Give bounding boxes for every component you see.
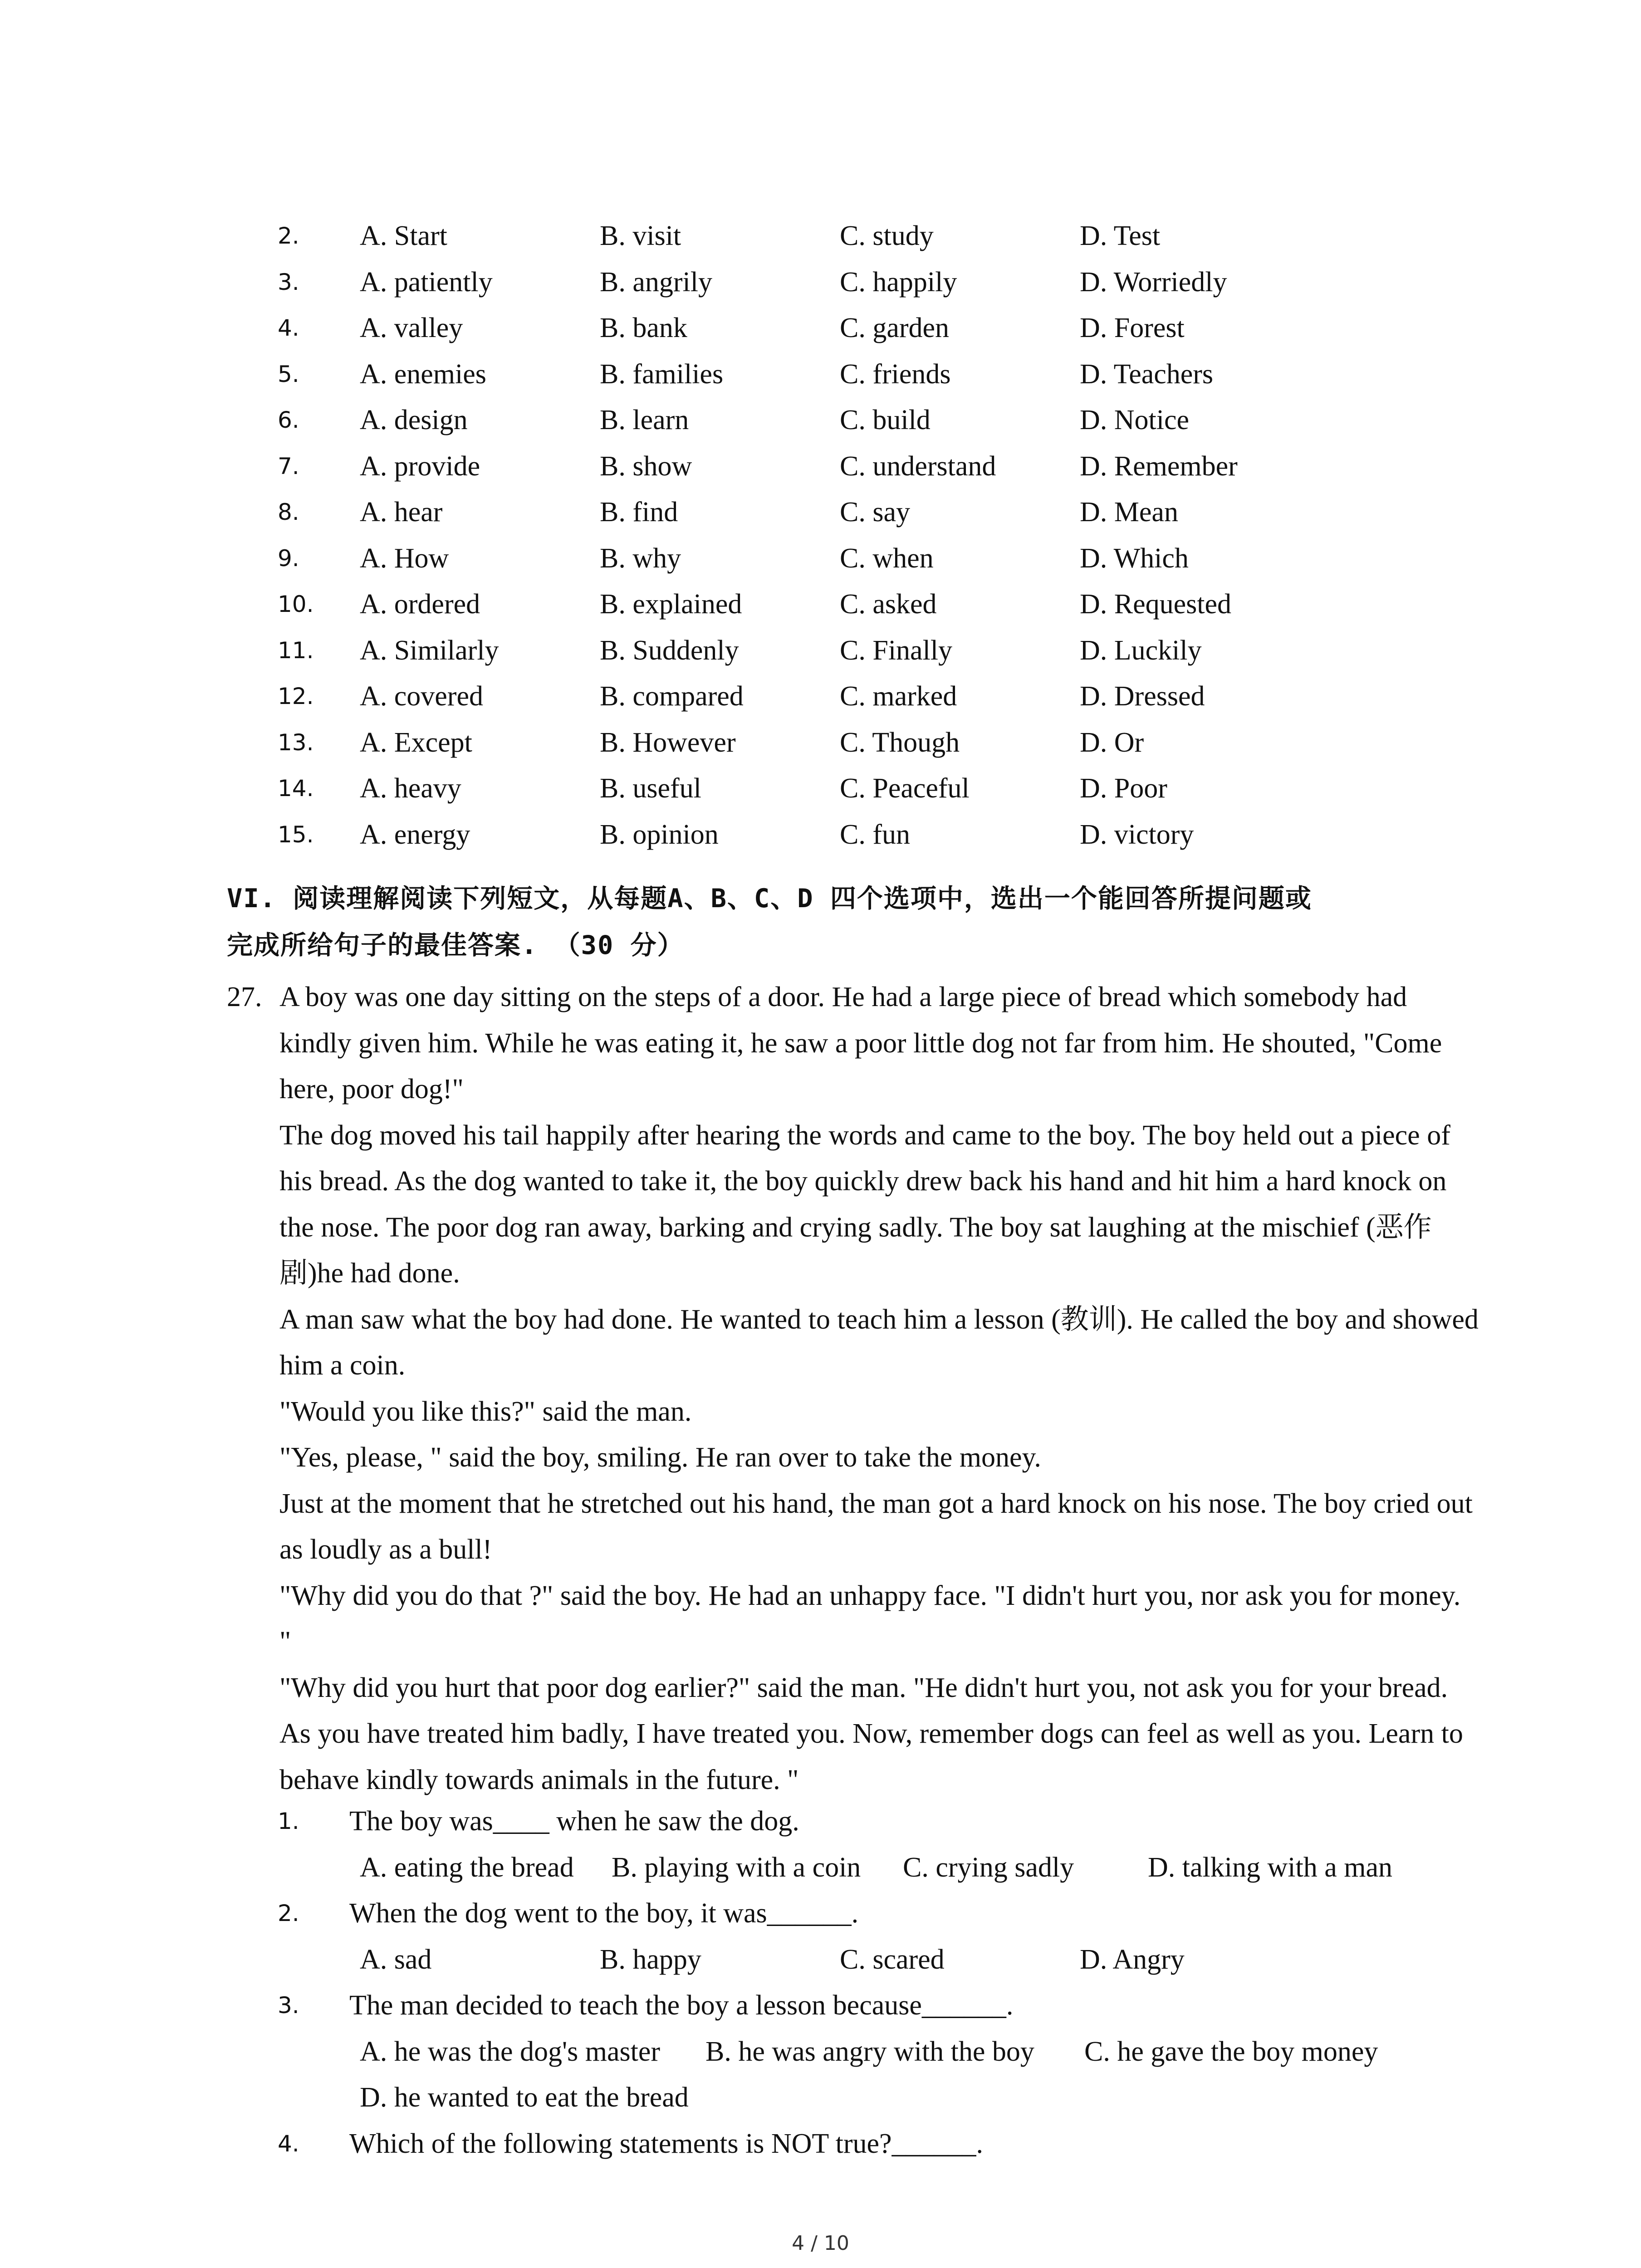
passage-paragraph: "Why did you hurt that poor dog earlier?" said the man. "He didn't hurt you, not ask you for your bread. As you have treated him badly, I have treated you. Now, remember dogs can feel as well as you. Learn to behave kindly towards animals in the future. " <box>279 1672 1463 1795</box>
options-row <box>0 674 1641 720</box>
option-a: A. he was the dog's master <box>360 2036 661 2067</box>
option-d: D. he wanted to eat the bread <box>360 2082 689 2113</box>
option-b: B. he was angry with the boy <box>705 2036 1034 2067</box>
option-d: D. Or <box>1080 727 1144 758</box>
question-options-row <box>0 2075 1641 2121</box>
option-d: D. Angry <box>1080 1944 1185 1975</box>
option-d: D. Teachers <box>1080 358 1214 390</box>
option-c: C. asked <box>840 589 937 620</box>
option-d: D. Remember <box>1080 450 1238 482</box>
option-c: C. fun <box>840 819 910 850</box>
option-number: 5. <box>278 361 299 387</box>
passage-paragraph: Just at the moment that he stretched out his hand, the man got a hard knock on his nose. The boy cried out as loudly as a bull! <box>279 1488 1473 1565</box>
option-number: 9. <box>278 545 299 572</box>
option-b: B. find <box>600 497 678 528</box>
option-a: A. patiently <box>360 266 493 298</box>
option-number: 3. <box>278 269 299 295</box>
option-d: D. Dressed <box>1080 681 1205 712</box>
option-a: A. sad <box>360 1944 432 1975</box>
option-d: D. Mean <box>1080 497 1178 528</box>
passage-paragraph: "Why did you do that ?" said the boy. He had an unhappy face. "I didn't hurt you, nor ask you for money. " <box>279 1580 1461 1657</box>
option-a: A. eating the bread <box>360 1852 574 1883</box>
option-b: B. why <box>600 543 681 574</box>
option-d: D. Forest <box>1080 313 1185 343</box>
options-row <box>0 397 1641 444</box>
option-number: 6. <box>278 407 299 433</box>
passage-number: 27. <box>227 982 262 1012</box>
option-b: B. playing with a coin <box>612 1852 861 1883</box>
reading-passage <box>227 974 1479 1803</box>
option-a: A. heavy <box>360 773 461 804</box>
option-c: C. Finally <box>840 635 953 666</box>
options-row <box>0 213 1641 259</box>
section-heading <box>227 875 1470 969</box>
option-number: 10. <box>278 591 314 617</box>
page-number: 4 / 10 <box>792 2232 849 2255</box>
options-row <box>0 720 1641 766</box>
options-row <box>0 489 1641 536</box>
question-number: 2. <box>278 1900 299 1926</box>
option-number: 7. <box>278 453 299 479</box>
option-b: B. opinion <box>600 819 719 850</box>
option-c: C. Though <box>840 727 960 758</box>
option-c: C. Peaceful <box>840 773 970 804</box>
option-c: C. crying sadly <box>903 1852 1074 1883</box>
options-row <box>0 628 1641 674</box>
option-b: B. angrily <box>600 266 712 298</box>
option-b: B. learn <box>600 405 689 435</box>
option-c: C. when <box>840 543 934 574</box>
question-stem: Which of the following statements is NOT true?______. <box>349 2128 984 2159</box>
option-c: C. friends <box>840 358 951 390</box>
option-b: B. families <box>600 358 724 390</box>
question-options-row <box>0 2029 1641 2075</box>
option-b: B. However <box>600 727 736 758</box>
question-stem: The man decided to teach the boy a lesson because______. <box>349 1990 1014 2021</box>
option-a: A. ordered <box>360 589 480 620</box>
option-d: D. Which <box>1080 543 1189 574</box>
options-row <box>0 444 1641 490</box>
option-b: B. visit <box>600 220 681 251</box>
option-number: 11. <box>278 637 314 664</box>
option-a: A. How <box>360 543 449 574</box>
option-a: A. covered <box>360 681 483 712</box>
option-d: D. Notice <box>1080 405 1190 435</box>
option-d: D. Test <box>1080 220 1161 251</box>
option-c: C. say <box>840 497 910 528</box>
options-row <box>0 536 1641 582</box>
passage-paragraph: "Yes, please, " said the boy, smiling. He ran over to take the money. <box>279 1442 1041 1473</box>
question-options-row <box>0 1845 1641 1891</box>
passage-paragraph: A man saw what the boy had done. He wanted to teach him a lesson (教训). He called the boy and showed him a coin. <box>279 1304 1479 1381</box>
question-options-row <box>0 1937 1641 1983</box>
question-stem-row <box>0 2121 1641 2167</box>
option-number: 4. <box>278 315 299 341</box>
section-heading-line2: 完成所给句子的最佳答案. （30 分） <box>227 930 684 960</box>
option-b: B. bank <box>600 313 687 343</box>
question-stem-row <box>0 1799 1641 1845</box>
option-c: C. marked <box>840 681 957 712</box>
option-c: C. study <box>840 220 934 251</box>
option-b: B. show <box>600 450 692 482</box>
option-d: D. Poor <box>1080 773 1167 804</box>
option-number: 15. <box>278 821 314 848</box>
cloze-options-table <box>0 213 1641 858</box>
option-d: D. Luckily <box>1080 635 1202 666</box>
option-c: C. scared <box>840 1944 945 1975</box>
option-a: A. valley <box>360 313 463 343</box>
options-row <box>0 259 1641 306</box>
option-a: A. provide <box>360 450 480 482</box>
options-row <box>0 766 1641 812</box>
options-row <box>0 352 1641 398</box>
option-c: C. garden <box>840 313 950 343</box>
question-stem: When the dog went to the boy, it was______. <box>349 1898 859 1929</box>
option-c: C. happily <box>840 266 957 298</box>
option-number: 13. <box>278 729 314 756</box>
option-b: B. compared <box>600 681 744 712</box>
option-a: A. Start <box>360 220 447 251</box>
option-a: A. design <box>360 405 468 435</box>
section-heading-line1: VI. 阅读理解阅读下列短文，从每题A、B、C、D 四个选项中，选出一个能回答所提问题或 <box>227 884 1312 914</box>
option-a: A. Similarly <box>360 635 499 666</box>
question-stem: The boy was____ when he saw the dog. <box>349 1806 799 1837</box>
option-d: D. Worriedly <box>1080 266 1227 298</box>
question-number: 4. <box>278 2130 299 2157</box>
question-stem-row <box>0 1891 1641 1937</box>
passage-paragraph: "Would you like this?" said the man. <box>279 1396 692 1427</box>
option-b: B. explained <box>600 589 742 620</box>
options-row <box>0 305 1641 352</box>
options-row <box>0 812 1641 858</box>
option-d: D. victory <box>1080 819 1194 850</box>
option-c: C. he gave the boy money <box>1084 2036 1378 2067</box>
comprehension-questions <box>0 1799 1641 2167</box>
option-number: 12. <box>278 683 314 709</box>
question-number: 3. <box>278 1992 299 2019</box>
passage-paragraph: The dog moved his tail happily after hearing the words and came to the boy. The boy held out a piece of his bread. As the dog wanted to take it, the boy quickly drew back his hand and hit him a hard knock on the nose. The poor dog ran away, barking and crying sadly. The boy sat laughing at the mischief (恶作剧)he had done. <box>279 1119 1450 1289</box>
option-number: 2. <box>278 223 299 249</box>
option-d: D. Requested <box>1080 589 1232 620</box>
option-b: B. Suddenly <box>600 635 739 666</box>
options-row <box>0 582 1641 628</box>
passage-paragraph: A boy was one day sitting on the steps of a door. He had a large piece of bread which somebody had kindly given him. While he was eating it, he saw a poor little dog not far from him. He shouted, "Come here, poor dog!" <box>279 982 1442 1105</box>
question-number: 1. <box>278 1808 299 1834</box>
option-d: D. talking with a man <box>1148 1852 1392 1883</box>
option-c: C. build <box>840 405 931 435</box>
option-number: 14. <box>278 775 314 802</box>
option-a: A. hear <box>360 497 443 528</box>
option-b: B. happy <box>600 1944 701 1975</box>
option-number: 8. <box>278 499 299 525</box>
option-a: A. energy <box>360 819 470 850</box>
option-a: A. enemies <box>360 358 486 390</box>
option-c: C. understand <box>840 450 996 482</box>
question-stem-row <box>0 1983 1641 2029</box>
option-b: B. useful <box>600 773 701 804</box>
option-a: A. Except <box>360 727 472 758</box>
